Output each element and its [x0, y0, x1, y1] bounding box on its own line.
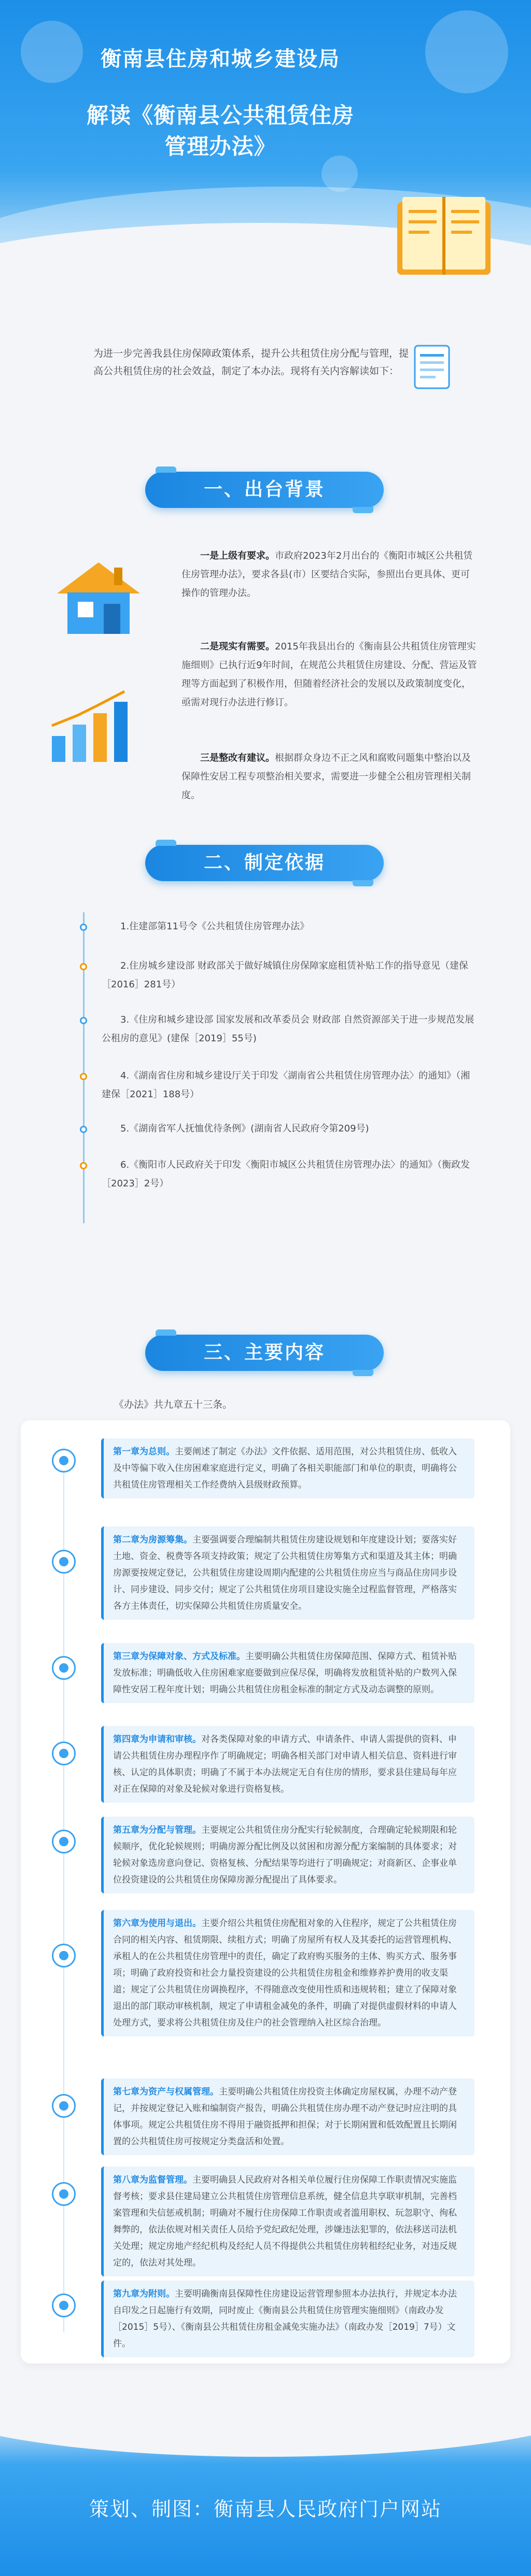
- chapter-text: 主要介绍公共租赁住房配租对象的入住程序，规定了公共租赁住房合同的相关内容、租赁期限、续租方式；明确了房屋所有权人及其委托的运营管理机构、承租人的在公共租赁住房管理中的责任，确定了政府购买服务的主体、购买方式、服务事项；明确了政府投资和社会力量投资建设的公共租赁住房租金和维修养护费用的收支渠道；规定了公共租赁住房调换程序，不得随意改变使用性质和违规转租；建立了保障对象退出的部门联动审核机制，规定了申请租金减免的条件，明确了对提供虚假材料的申请人处理方式，要求将公共租赁住房及住户的社会管理纳入社区综合治理。: [113, 1918, 457, 2028]
- chapter-dot: [52, 2294, 76, 2317]
- basis-item: 6.《衡阳市人民政府关于印发〈衡阳市城区公共租赁住房管理办法〉的通知》（衡政发［2023］2号）: [102, 1159, 470, 1189]
- background-item: [181, 638, 477, 712]
- chapter-card: [101, 1726, 474, 1803]
- footer-credit: 策划、制图：衡南县人民政府门户网站: [89, 2498, 442, 2521]
- chapter-lead: 第九章为附则。: [113, 2289, 175, 2299]
- house-icon: [47, 552, 150, 640]
- chapter-lead: 第七章为资产与权属管理。: [113, 2087, 219, 2097]
- basis-item: 1.住建部第11号令《公共租赁住房管理办法》: [120, 921, 310, 932]
- background-item: [181, 547, 477, 603]
- section-banner-basis: [145, 840, 384, 886]
- timeline-dot: [80, 924, 87, 931]
- timeline-dot: [80, 963, 87, 970]
- timeline-dot: [80, 1017, 87, 1024]
- background-item-text: 根据群众身边不正之风和腐败问题集中整治以及保障性安居工程专项整治相关要求，需要进一步健全公租房管理相关制度。: [181, 753, 471, 801]
- chapter-lead: 第六章为使用与退出。: [113, 1918, 201, 1929]
- timeline-dot: [80, 1126, 87, 1133]
- chapter-card: [101, 1438, 474, 1498]
- basis-item: 2.住房城乡建设部 财政部关于做好城镇住房保障家庭租赁补贴工作的指导意见（建保［2016］281号）: [102, 960, 468, 990]
- chapter-text: 主要明确县人民政府对各相关单位履行住房保障工作职责情况实施监督考核；要求县住建局建立公共租赁住房管理信息系统，健全信息共享联审机制，完善档案管理和失信惩戒机制；明确对不履行住房保障工作职责或者滥用职权、玩忽职守、徇私舞弊的，依法依规对相关责任人员给予党纪政纪处理，涉嫌违法犯罪的，依法移送司法机关处理；规定房地产经纪机构及经纪人员不得提供公共租赁住房转租经纪业务，对违反规定的，依法对其处理。: [113, 2175, 457, 2268]
- growth-chart-icon: [41, 684, 135, 772]
- chapter-lead: 第四章为申请和审核。: [113, 1734, 201, 1745]
- chapter-card: [101, 2167, 474, 2276]
- chapter-dot: [52, 1830, 76, 1853]
- chapter-lead: 第五章为分配与管理。: [113, 1825, 201, 1835]
- chapter-dot: [52, 1742, 76, 1765]
- background-item: [181, 749, 477, 805]
- background-item-lead: 三是整改有建议。: [200, 753, 275, 763]
- timeline-dot: [80, 1073, 87, 1080]
- decor-circle: [425, 10, 508, 93]
- chapter-lead: 第一章为总则。: [113, 1447, 175, 1457]
- basis-item: 3.《住房和城乡建设部 国家发展和改革委员会 财政部 自然资源部关于进一步规范发展公租房的意见》(建保［2019］55号): [102, 1014, 474, 1044]
- page-title-org: 衡南县住房和城乡建设局: [101, 47, 340, 71]
- page-title-doc: 解读《衡南县公共租赁住房管理办法》: [86, 103, 354, 159]
- footer-banner: [0, 2405, 531, 2576]
- chapter-text: 主要规定公共租赁住房分配实行轮候制度，合理确定轮候期限和轮候顺序，优化轮候规则；明确房源分配比例及以贫困和房源分配方案编制的具体要求；对轮候对象选房意向登记、资格复核、分配结果等均进行了明确规定；对商新区、企事业单位投资建设的公共租赁住房保障房源分配提出了具体要求。: [113, 1825, 457, 1885]
- chapter-card: [101, 1817, 474, 1893]
- section-title-content: 三、主要内容: [203, 1342, 325, 1363]
- basis-item: 4.《湖南省住房和城乡建设厅关于印发〈湖南省公共租赁住房管理办法〉的通知》（湘建保［2021］188号）: [102, 1070, 470, 1100]
- background-item-lead: 二是现实有需要。: [200, 641, 275, 652]
- timeline-line: [83, 912, 85, 1223]
- background-item-text: 市政府2023年2月出台的《衡阳市城区公共租赁住房管理办法》，要求各县(市）区要结合实际，参照出台更具体、更可操作的管理办法。: [181, 550, 473, 599]
- section-title-basis: 二、制定依据: [203, 852, 325, 873]
- chapter-lead: 第三章为保障对象、方式及标准。: [113, 1651, 245, 1662]
- chapter-text: 主要明确衡南县保障性住房建设运营管理参照本办法执行，并规定本办法自印发之日起施行有效期，同时废止《衡南县公共租赁住房管理实施细则》（南政办发［2015］5号）、《衡南县公共租赁住房租金减免实施办法》（南政办发［2019］7号）文件。: [113, 2289, 457, 2349]
- chapter-card: [101, 2281, 474, 2357]
- chapter-text: 对各类保障对象的申请方式、申请条件、申请人需提供的资料、申请公共租赁住房办理程序作了明确规定；明确各相关部门对申请人相关信息、资料进行审核、认定的具体职责；明确了不属于本办法规定无自有住房的情形，要求县住建局每年应对正在保障的对象及轮候对象进行资格复核。: [113, 1734, 457, 1794]
- section-banner-background: [145, 466, 384, 513]
- chapter-dot: [52, 2094, 76, 2118]
- intro-paragraph: 为进一步完善我县住房保障政策体系，提升公共租赁住房分配与管理，提高公共租赁住房的社会效益，制定了本办法。现将有关内容解读如下：: [93, 348, 409, 377]
- chapter-dot: [52, 1944, 76, 1968]
- timeline-dot: [80, 1162, 87, 1169]
- section-title-background: 一、出台背景: [203, 479, 325, 500]
- chapter-card: [101, 2078, 474, 2155]
- decor-circle: [21, 21, 83, 83]
- chapter-lead: 第八章为监督管理。: [113, 2175, 192, 2185]
- chapter-lead: 第二章为房源筹集。: [113, 1535, 192, 1545]
- content-intro: 《办法》共九章五十三条。: [114, 1399, 233, 1410]
- decor-circle: [322, 155, 358, 192]
- decor-wave: [0, 2405, 531, 2457]
- chapter-dot: [52, 1656, 76, 1680]
- document-icon: [404, 339, 462, 397]
- chapter-text: 主要明确公共租赁住房投资主体确定房屋权属，办理不动产登记，并按规定登记入账和编制资产报告，明确公共租赁住房办理不动产登记时应注明的具体事项。规定公共租赁住房不得用于融资抵押和担保；对于长期闲置和低效配置且长期闲置的公共租赁住房可按规定分类盘活和处置。: [113, 2087, 457, 2147]
- background-item-text: 2015年我县出台的《衡南县公共租赁住房管理实施细则》已执行近9年时间，在规范公共租赁住房建设、分配、营运及管理等方面起到了积极作用，但随着经济社会的发展以及政策制度变化，亟需对现行办法进行修订。: [181, 641, 477, 708]
- chapter-dot: [52, 2182, 76, 2206]
- header-banner: [0, 0, 531, 311]
- chapter-card: [101, 1526, 474, 1620]
- chapter-text: 主要强调要合理编制共租赁住房建设规划和年度建设计划；要落实好土地、资金、税费等各项支持政策；规定了公共租赁住房筹集方式和渠道及其主体；明确房源要按规定登记，公共租赁住房建设周期内配建的公共租赁住房应当与商品住房同步设计、同步建设、同步交付；规定了公共租赁住房项目建设实施全过程监督管理，严格落实各方主体责任，切实保障公共租赁住房质量安全。: [113, 1535, 457, 1611]
- chapter-dot: [52, 1550, 76, 1574]
- section-banner-content: [145, 1329, 384, 1376]
- chapter-card: [101, 1910, 474, 2036]
- open-book-icon: [392, 192, 496, 285]
- chapter-text: 主要明确公共租赁住房保障范围、保障方式、租赁补贴发放标准；明确低收入住房困难家庭要做到应保尽保，明确将发放租赁补贴的户数列入保障性安居工程年度计划；明确公共租赁住房租金标准的制定方式及动态调整的原则。: [113, 1651, 457, 1695]
- background-item-lead: 一是上级有要求。: [200, 550, 275, 561]
- basis-item: 5.《湖南省军人抚恤优待条例》(湖南省人民政府令第209号): [120, 1123, 369, 1134]
- chapter-card: [101, 1643, 474, 1703]
- chapter-text: 主要阐述了制定《办法》文件依据、适用范围，对公共租赁住房、低收入及中等偏下收入住房困难家庭进行定义，明确了各相关职能部门和单位的职责，明确将公共租赁住房管理相关工作经费纳入县级财政预算。: [113, 1447, 457, 1490]
- chapter-dot: [52, 1449, 76, 1473]
